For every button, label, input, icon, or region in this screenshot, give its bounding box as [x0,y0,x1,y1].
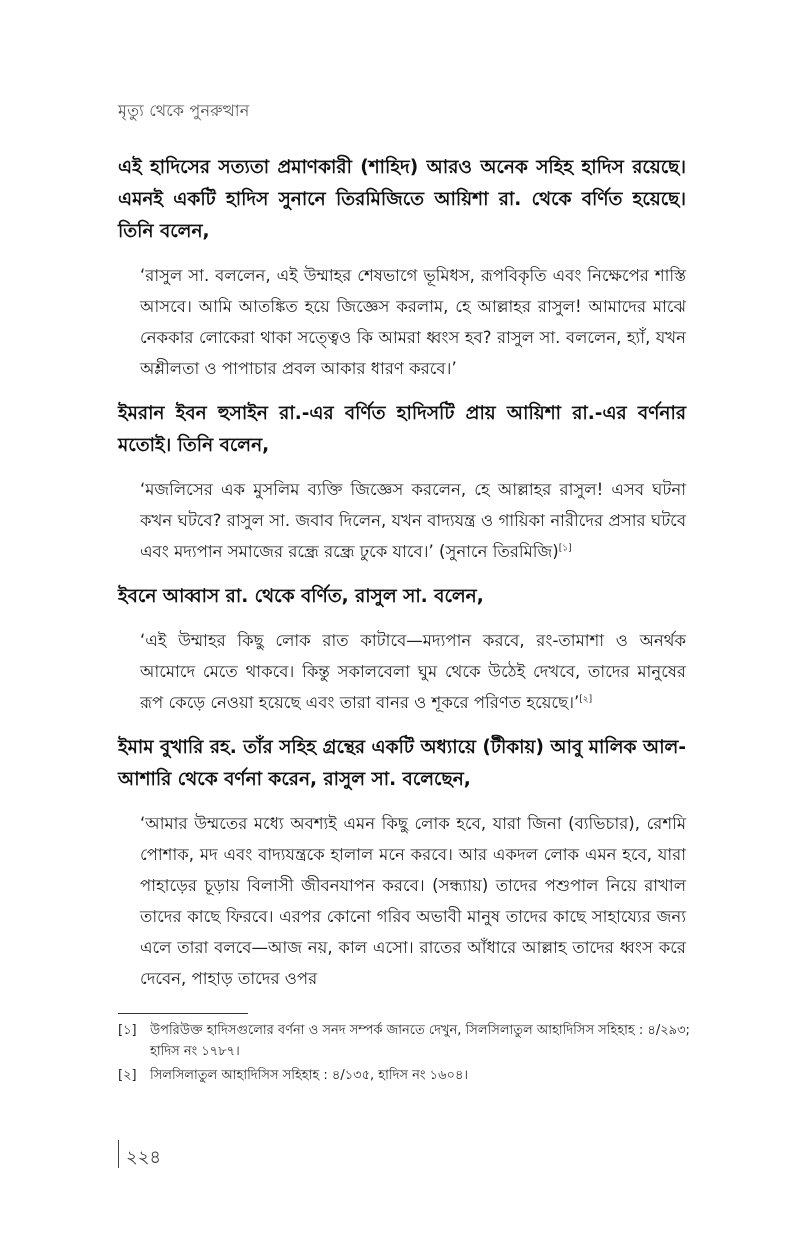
quote-text: ‘এই উম্মাহর কিছু লোক রাত কাটাবে—মদ্যপান করবে, রং-তামাশা ও অনর্থক আমোদে মেতে থাকবে। কিন্তু সকালবেলা ঘুম থেকে উঠেই দেখবে, তাদের মানুষের রূপ কেড়ে নেওয়া হয়েছে এবং তারা বানর ও শূকরে পরিণত হয়েছে।’ [140,631,686,712]
running-head: মৃত্যু থেকে পুনরুত্থান [118,101,250,120]
footnote-text: সিলসিলাতুল আহাদিসিস সহিহাহ : ৪/১৩৫, হাদিস নং ১৬০৪। [150,1068,469,1083]
footnote-reference[interactable]: [১] [558,543,572,554]
footnotes [118,1020,698,1089]
main-text [118,152,686,1008]
paragraph-lead: ইমরান ইবন হুসাইন রা.-এর বর্ণিত হাদিসটি প্রায় আয়িশা রা.-এর বর্ণনার মতোই। তিনি বলেন, [118,403,686,456]
page-number-divider [118,1140,119,1168]
paragraph-lead: ইবনে আব্বাস রা. থেকে বর্ণিত, রাসুল সা. বলেন, [118,586,484,607]
paragraph-lead: ইমাম বুখারি রহ. তাঁর সহিহ গ্রন্থের একটি অধ্যায়ে (টীকায়) আবু মালিক আল-আশারি থেকে বর্ণনা করেন, রাসুল সা. বলেছেন, [118,737,686,790]
page-number: ২২৪ [126,1147,162,1168]
hadith-quote [118,474,686,567]
hadith-quote [118,260,686,384]
quote-text: ‘রাসুল সা. বললেন, এই উম্মাহর শেষভাগে ভূমিধস, রূপবিকৃতি এবং নিক্ষেপের শাস্তি আসবে। আমি আতঙ্কিত হয়ে জিজ্ঞেস করলাম, হে আল্লাহর রাসুল! আমাদের মাঝে নেককার লোকেরা থাকা সত্ত্বেও কি আমরা ধ্বংস হব? রাসুল সা. বললেন, হ্যাঁ, যখন অশ্লীলতা ও পাপাচার প্রবল আকার ধারণ করবে।’ [140,266,686,378]
footnote-reference[interactable]: [২] [579,694,593,705]
footnote-item [118,1065,698,1086]
hadith-quote [118,625,686,718]
footnote-divider [118,1013,248,1014]
quote-text: ‘আমার উম্মতের মধ্যে অবশ্যই এমন কিছু লোক হবে, যারা জিনা (ব্যভিচার), রেশমি পোশাক, মদ এবং বাদ্যযন্ত্রকে হালাল মনে করবে। আর একদল লোক এমন হবে, যারা পাহাড়ের চূড়ায় বিলাসী জীবনযাপন করবে। (সন্ধ্যায়) তাদের পশুপাল নিয়ে রাখাল তাদের কাছে ফিরবে। এরপর কোনো গরিব অভাবী মানুষ তাদের কাছে সাহায্যের জন্য এলে তারা বলবে—আজ নয়, কাল এসো। রাতের আঁধারে আল্লাহ তাদের ধ্বংস করে দেবেন, পাহাড় তাদের ওপর [140,814,686,988]
paragraph-lead: এই হাদিসের সত্যতা প্রমাণকারী (শাহিদ) আরও অনেক সহিহ হাদিস রয়েছে। এমনই একটি হাদিস সুনানে তিরমিজিতে আয়িশা রা. থেকে বর্ণিত হয়েছে। তিনি বলেন, [118,157,686,242]
hadith-quote [118,808,686,994]
footnote-text: উপরিউক্ত হাদিসগুলোর বর্ণনা ও সনদ সম্পর্ক জানতে দেখুন, সিলসিলাতুল আহাদিসিস সহিহাহ : ৪/২৯৩; হাদিস নং ১৭৮৭। [150,1023,690,1059]
footnote-mark: [২] [118,1068,137,1083]
quote-text: ‘মজলিসের এক মুসলিম ব্যক্তি জিজ্ঞেস করলেন, হে আল্লাহর রাসুল! এসব ঘটনা কখন ঘটবে? রাসুল সা. জবাব দিলেন, যখন বাদ্যযন্ত্র ও গায়িকা নারীদের প্রসার ঘটবে এবং মদ্যপান সমাজের রন্ধ্রে রন্ধ্রে ঢুকে যাবে।’ (সুনানে তিরমিজি) [140,480,686,561]
footnote-mark: [১] [118,1023,137,1038]
footnote-item [118,1020,698,1062]
